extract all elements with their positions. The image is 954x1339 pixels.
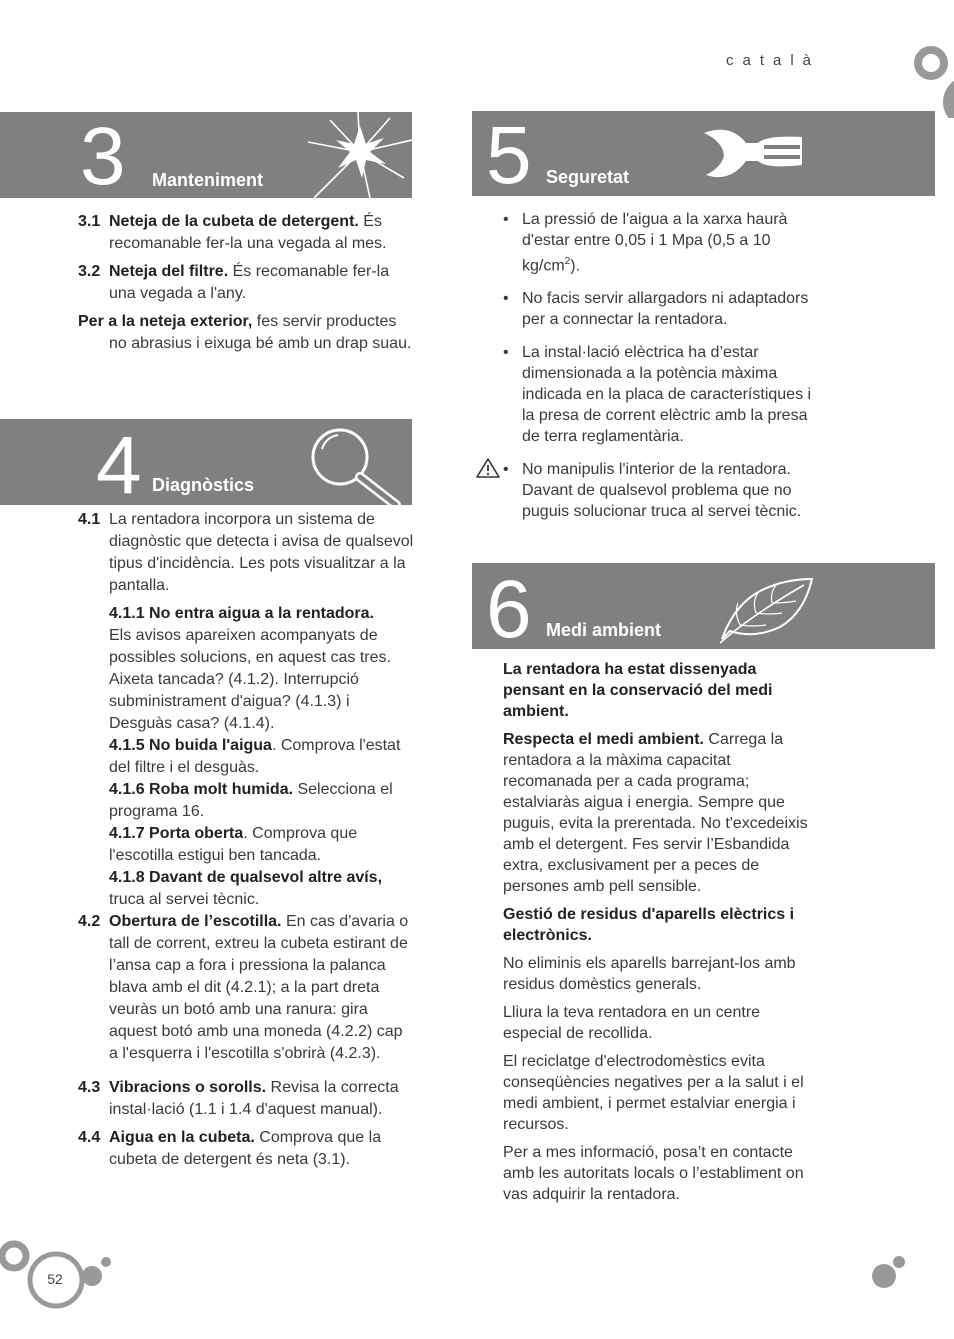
wrench-icon [700, 121, 806, 187]
diagnostics-item-4-1-8: 4.1.8 Davant de qualsevol altre avís, truca al servei tècnic. [109, 869, 383, 908]
maintenance-exterior: Per a la neteja exterior, fes servir productes no abrasius i eixuga bé amb un drap suau. [78, 313, 412, 352]
section-title: Manteniment [152, 170, 264, 190]
environment-content [503, 659, 815, 1212]
section-title: Seguretat [546, 167, 630, 187]
maintenance-item-3-1: 3.1 Neteja de la cubeta de detergent. És recomanable fer-la una vegada al mes. [78, 213, 387, 252]
environment-paragraph: Per a mes informació, posa’t en contacte amb les autoritats locals o l’establiment on vas adquirir la rentadora. [503, 1144, 804, 1203]
environment-paragraph: No eliminis els aparells barrejant-los amb residus domèstics generals. [503, 955, 796, 993]
section-5-header [472, 111, 935, 196]
diagnostics-content [78, 509, 414, 1177]
section-title: Diagnòstics [152, 475, 255, 495]
diagnostics-item-4-1-5: 4.1.5 No buida l'aigua. Comprova l'estat del filtre i el desguàs. [109, 737, 401, 776]
safety-item-interior: • No manipulis l'interior de la rentadora. Davant de qualsevol problema que no puguis solucionar truca al servei tècnic. [503, 459, 821, 522]
diagnostics-item-4-4: 4.4 Aigua en la cubeta. Comprova que la cubeta de detergent és neta (3.1). [78, 1129, 382, 1168]
environment-paragraph: El reciclatge d'electrodomèstics evita conseqüències negatives per a la salut i el medi ambient, i permet estalviar energia i recursos. [503, 1053, 804, 1133]
diagnostics-item-4-3: 4.3 Vibracions o sorolls. Revisa la correcta instal·lació (1.1 i 1.4 d'aquest manual). [78, 1079, 399, 1118]
section-6-header [472, 563, 935, 649]
maintenance-item-3-2: 3.2 Neteja del filtre. És recomanable fer-la una vegada a l'any. [78, 263, 390, 302]
environment-respect: Respecta el medi ambient. Carrega la rentadora a la màxima capacitat recomanada per a cada programa; estalviaràs aigua i energia. Sempre que puguis, evita la prerentada. No t'excedeixis amb el detergent. Fes servir l’Esbandida extra, exclusivament per a peces de persones amb pell sensible. [503, 731, 808, 895]
environment-waste-title: Gestió de residus d'aparells elèctrics i electrònics. [503, 906, 795, 944]
section-3-header [0, 112, 412, 198]
diagnostics-item-4-1: 4.1 La rentadora incorpora un sistema de diagnòstic que detecta i avisa de qualsevol tipus d'incidència. Les pots visualitzar a la pantalla. [78, 511, 414, 594]
language-label: català [726, 52, 821, 69]
leaf-icon [716, 573, 816, 645]
diagnostics-item-4-2: 4.2 Obertura de l’escotilla. En cas d'avaria o tall de corrent, extreu la cubeta estirant de l’ansa cap a fora i pressiona la palanca blava amb el dit (4.2.1); a la part dreta veuràs un botó amb una ranura: gira aquest botó amb una moneda (4.2.2) cap a l'esquerra i l'escotilla s'obrirà (4.2.3). [78, 913, 409, 1062]
decorative-circles-top [905, 38, 954, 118]
diagnostics-item-4-1-7: 4.1.7 Porta oberta. Comprova que l'escotilla estigui ben tancada. [109, 825, 358, 864]
page-number: 52 [47, 1271, 63, 1287]
section-number: 4 [96, 420, 142, 505]
safety-content [503, 209, 821, 534]
safety-item-adapters: • No facis servir allargadors ni adaptadors per a connectar la rentadora. [503, 290, 809, 329]
sparkle-icon [300, 112, 412, 198]
section-4-header [0, 419, 412, 505]
maintenance-content [78, 211, 414, 355]
environment-paragraph: Lliura la teva rentadora en un centre especial de recollida. [503, 1004, 761, 1042]
magnifier-icon [300, 419, 412, 505]
diagnostics-item-4-1-6: 4.1.6 Roba molt humida. Selecciona el programa 16. [109, 781, 393, 820]
section-number: 3 [80, 112, 126, 198]
section-number: 6 [486, 564, 532, 649]
diagnostics-item-4-1-1: 4.1.1 No entra aigua a la rentadora. Els avisos apareixen acompanyats de possibles solucions, en aquest cas tres. Aixeta tancada? (4.1.2). Interrupció subministrament d'aigua? (4.1.3) i Desguàs casa? (4.1.4). [109, 605, 391, 732]
warning-icon [476, 457, 500, 479]
section-title: Medi ambient [546, 620, 662, 640]
safety-item-electrical: • La instal·lació elèctrica ha d’estar dimensionada a la potència màxima indicada en la placa de característiques i la presa de corrent elèctric amb la presa de terra reglamentària. [503, 344, 812, 446]
section-number: 5 [486, 111, 532, 196]
environment-intro: La rentadora ha estat dissenyada pensant en la conservació del medi ambient. [503, 661, 773, 720]
safety-item-pressure: • La pressió de l'aigua a la xarxa haurà d'estar entre 0,05 i 1 Mpa (0,5 a 10 $kg/cm^2$). [503, 211, 788, 275]
decorative-circles-bottom-right [868, 1252, 908, 1292]
